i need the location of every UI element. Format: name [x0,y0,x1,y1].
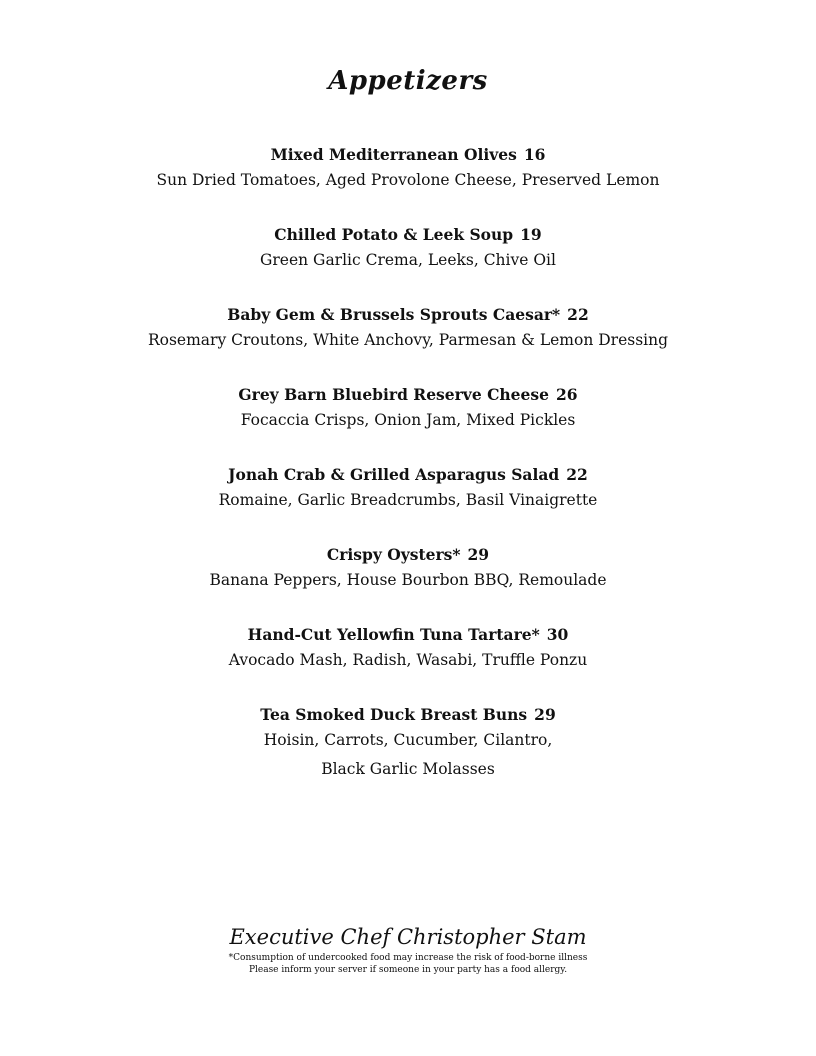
allergy-disclaimer: Please inform your server if someone in your party has a food allergy. [248,965,568,975]
menu-item-heading [0,144,816,166]
menu-item-name: Hand-Cut Yellowfin Tuna Tartare* [247,625,540,644]
menu-item-description: Green Garlic Crema, Leeks, Chive Oil [260,251,556,269]
menu-item-description: Black Garlic Molasses [321,760,495,778]
menu-item-name: Grey Barn Bluebird Reserve Cheese [238,385,549,404]
menu-item [0,464,816,515]
menu-item-heading [0,624,816,646]
menu-footer [0,922,816,976]
menu-item-name: Mixed Mediterranean Olives [270,145,517,164]
menu-item-description: Rosemary Croutons, White Anchovy, Parmesan & Lemon Dressing [147,331,669,349]
menu-item-heading [0,384,816,406]
menu-item [0,224,816,275]
menu-item-name: Tea Smoked Duck Breast Buns [260,705,528,724]
menu-item-description: Sun Dried Tomatoes, Aged Provolone Cheese, Preserved Lemon [156,171,660,189]
menu-item-name: Chilled Potato & Leek Soup [274,225,514,244]
menu-item-description: Focaccia Crisps, Onion Jam, Mixed Pickles [240,411,576,429]
menu-item-price: 19 [520,225,542,244]
menu-title: Appetizers [328,66,488,96]
menu-item-heading [0,224,816,246]
menu-item-price: 29 [467,545,490,564]
menu-item-description: Avocado Mash, Radish, Wasabi, Truffle Ponzu [228,651,588,669]
menu-item-list [0,144,816,813]
menu-item-description: Banana Peppers, House Bourbon BBQ, Remoulade [209,571,607,589]
menu-item-heading [0,304,816,326]
menu-item [0,544,816,595]
menu-item-price: 29 [534,705,556,724]
menu-item [0,624,816,675]
menu-item-name: Crispy Oysters* [326,545,461,564]
menu-item-heading [0,704,816,726]
menu-item [0,704,816,784]
consumption-disclaimer: *Consumption of undercooked food may increase the risk of food-borne illness [228,953,588,963]
menu-item [0,384,816,435]
menu-item [0,304,816,355]
menu-item-price: 30 [546,625,569,644]
menu-item-price: 22 [566,465,588,484]
menu-item-price: 26 [556,385,578,404]
menu-item-heading [0,544,816,566]
menu-item-heading [0,464,816,486]
menu-item-price: 16 [523,145,546,164]
chef-credit: Executive Chef Christopher Stam [229,925,587,949]
menu-item-description: Hoisin, Carrots, Cucumber, Cilantro, [263,731,553,749]
menu-item-name: Jonah Crab & Grilled Asparagus Salad [228,465,560,484]
menu-item-description: Romaine, Garlic Breadcrumbs, Basil Vinaigrette [218,491,598,509]
menu-item-name: Baby Gem & Brussels Sprouts Caesar* [227,305,561,324]
menu-item [0,144,816,195]
menu-item-price: 22 [567,305,589,324]
